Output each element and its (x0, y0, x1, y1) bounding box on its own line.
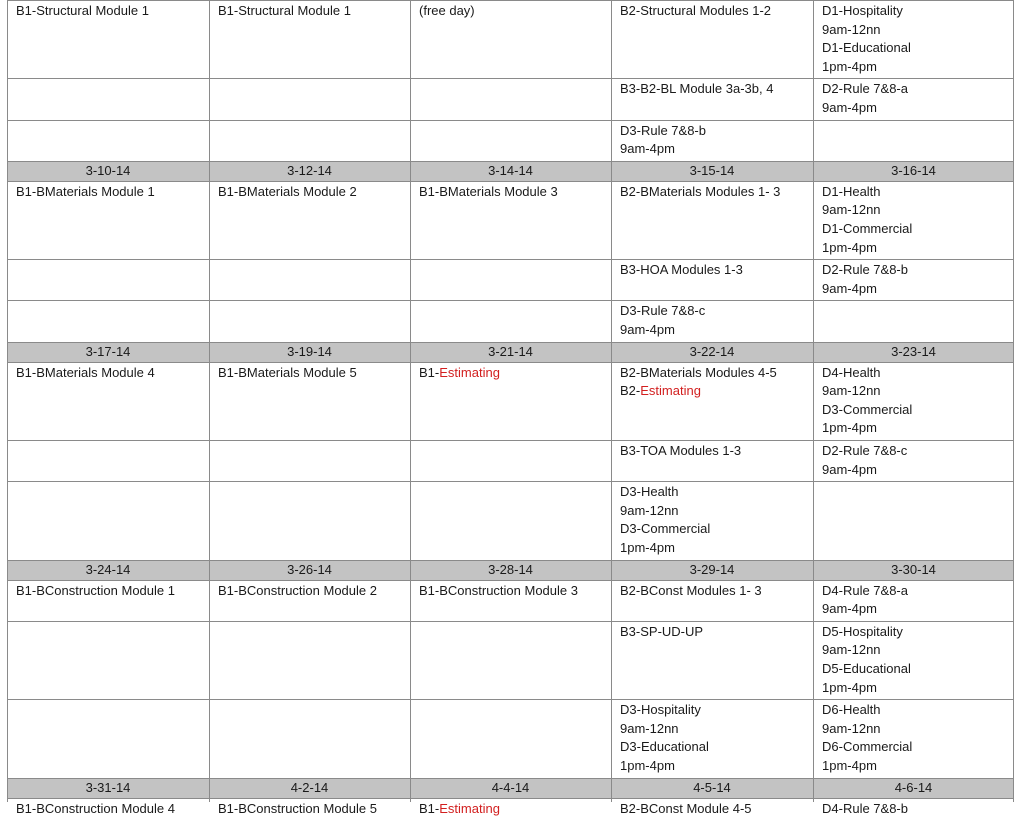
date-header: 3-12-14 (287, 162, 332, 178)
grid-line (7, 78, 1014, 79)
cell-text: 1pm-4pm (822, 420, 877, 436)
cell-line (620, 140, 813, 159)
schedule-cell (813, 78, 1014, 119)
cell-text: 9am-4pm (822, 601, 877, 617)
highlight-text: Estimating (439, 364, 500, 380)
cell-text: B2-BMaterials Modules 1- 3 (620, 183, 781, 199)
cell-text: D2-Rule 7&8-a (822, 81, 908, 97)
schedule-cell (209, 0, 410, 78)
cell-text: D1-Commercial (822, 220, 913, 236)
grid-line (209, 0, 210, 802)
cell-text: D4-Rule 7&8-b (822, 800, 908, 816)
cell-text: D4-Rule 7&8-a (822, 582, 908, 598)
date-header: 3-21-14 (488, 343, 533, 359)
cell-text: B1-Structural Module 1 (16, 3, 149, 18)
cell-line (822, 364, 1014, 383)
cell-text: D3-Commercial (822, 401, 913, 417)
cell-text: B2- (620, 383, 641, 399)
schedule-cell (410, 481, 611, 559)
grid-line (611, 0, 612, 802)
cell-text: D1-Educational (822, 40, 911, 56)
cell-text: B1-BMaterials Module 3 (419, 183, 558, 199)
schedule-cell (813, 440, 1014, 481)
schedule-cell (7, 798, 209, 820)
cell-line (620, 382, 813, 401)
cell-text: 9am-12nn (822, 202, 881, 218)
cell-line (822, 442, 1014, 461)
date-header: 3-29-14 (689, 561, 735, 577)
cell-line (822, 201, 1014, 220)
cell-text: D6-Commercial (822, 739, 913, 755)
grid-line (7, 161, 1014, 162)
cell-line (822, 419, 1014, 438)
cell-text: B1-BMaterials Module 5 (218, 364, 357, 380)
cell-line (822, 461, 1014, 480)
cell-text: 1pm-4pm (822, 58, 877, 74)
schedule-cell (209, 120, 410, 161)
grid-line (7, 699, 1014, 700)
schedule-cell (209, 580, 410, 621)
schedule-cell (209, 300, 410, 341)
date-header: 3-23-14 (891, 343, 936, 359)
grid-line (7, 120, 1014, 121)
cell-line (419, 183, 611, 202)
cell-line (620, 502, 813, 521)
schedule-cell (7, 0, 209, 78)
schedule-cell (209, 621, 410, 699)
cell-line (620, 80, 813, 99)
grid-line (7, 300, 1014, 301)
schedule-cell (7, 78, 209, 119)
schedule-cell (611, 181, 813, 259)
cell-line (822, 261, 1014, 280)
date-header: 3-14-14 (488, 162, 533, 178)
cell-text: D6-Health (822, 702, 881, 718)
cell-text: B1-Structural Module 1 (218, 3, 351, 18)
cell-line (218, 582, 410, 601)
grid-line (410, 0, 411, 802)
schedule-cell (410, 120, 611, 161)
cell-line (822, 720, 1014, 739)
schedule-cell (611, 481, 813, 559)
cell-line (620, 582, 813, 601)
date-header: 4-2-14 (290, 779, 329, 795)
cell-line (620, 720, 813, 739)
cell-text: D5-Hospitality (822, 623, 903, 639)
schedule-cell (813, 481, 1014, 559)
grid-line (7, 481, 1014, 482)
cell-text: B1- (419, 800, 440, 816)
cell-line (822, 80, 1014, 99)
cell-line (620, 483, 813, 502)
date-header: 3-30-14 (891, 561, 936, 577)
schedule-cell (611, 621, 813, 699)
cell-text: D3-Rule 7&8-b (620, 122, 706, 138)
cell-line (218, 183, 410, 202)
cell-text: B1-BConstruction Module 5 (218, 800, 377, 816)
schedule-cell (209, 481, 410, 559)
highlight-text: Estimating (640, 383, 701, 399)
cell-line (419, 364, 611, 383)
grid-line (7, 560, 1014, 561)
date-header: 4-6-14 (894, 779, 933, 795)
schedule-cell (813, 362, 1014, 440)
cell-line (16, 800, 209, 819)
schedule-cell (410, 798, 611, 820)
schedule-cell (209, 78, 410, 119)
schedule-table (7, 0, 1014, 816)
grid-line (7, 778, 1014, 779)
cell-text: D3-Educational (620, 739, 709, 755)
schedule-cell (410, 440, 611, 481)
cell-text: D3-Hospitality (620, 702, 701, 718)
cell-line (822, 660, 1014, 679)
cell-line (620, 442, 813, 461)
cell-text: B3-HOA Modules 1-3 (620, 262, 743, 278)
schedule-cell (410, 362, 611, 440)
schedule-cell (813, 120, 1014, 161)
grid-line (7, 440, 1014, 441)
schedule-cell (209, 181, 410, 259)
schedule-cell (7, 481, 209, 559)
cell-text: D3-Commercial (620, 521, 711, 537)
cell-line (620, 261, 813, 280)
cell-text: B1-BConstruction Module 4 (16, 800, 175, 816)
cell-text: B2-BMaterials Modules 4-5 (620, 364, 777, 380)
schedule-cell (611, 362, 813, 440)
cell-text: (free day) (419, 3, 475, 18)
cell-line (822, 99, 1014, 118)
grid-line (7, 181, 1014, 182)
cell-line (822, 800, 1014, 819)
cell-line (822, 2, 1014, 21)
cell-line (620, 302, 813, 321)
schedule-cell (410, 78, 611, 119)
cell-line (620, 738, 813, 757)
cell-text: 9am-4pm (620, 141, 675, 157)
date-header: 3-28-14 (488, 561, 533, 577)
cell-text: 9am-12nn (620, 720, 679, 736)
schedule-cell (611, 78, 813, 119)
cell-line (620, 364, 813, 383)
schedule-cell (813, 798, 1014, 820)
schedule-cell (611, 440, 813, 481)
cell-line (620, 183, 813, 202)
cell-text: B1-BMaterials Module 2 (218, 183, 357, 199)
cell-text: B2-Structural Modules 1-2 (620, 3, 772, 18)
cell-line (822, 701, 1014, 720)
schedule-cell (209, 362, 410, 440)
cell-line (822, 600, 1014, 619)
cell-line (822, 623, 1014, 642)
schedule-cell (813, 0, 1014, 78)
cell-text: 9am-4pm (620, 321, 675, 337)
cell-line (218, 364, 410, 383)
schedule-cell (611, 699, 813, 777)
cell-text: D1-Hospitality (822, 3, 903, 18)
schedule-cell (611, 0, 813, 78)
grid-line (7, 798, 1014, 799)
cell-text: D3-Health (620, 484, 679, 500)
schedule-cell (611, 259, 813, 300)
cell-line (620, 520, 813, 539)
schedule-cell (7, 300, 209, 341)
cell-text: B1-BConstruction Module 2 (218, 582, 377, 598)
cell-line (822, 382, 1014, 401)
cell-line (822, 39, 1014, 58)
date-header: 3-16-14 (891, 162, 936, 178)
date-header: 3-24-14 (85, 561, 131, 577)
schedule-cell (410, 0, 611, 78)
schedule-cell (7, 440, 209, 481)
schedule-cell (410, 181, 611, 259)
schedule-cell (7, 259, 209, 300)
schedule-cell (7, 621, 209, 699)
cell-text: D3-Rule 7&8-c (620, 303, 706, 319)
cell-text: D2-Rule 7&8-c (822, 443, 908, 458)
date-header: 4-5-14 (693, 779, 731, 795)
cell-text: 9am-12nn (822, 720, 881, 736)
cell-text: 1pm-4pm (620, 757, 675, 773)
schedule-cell (209, 259, 410, 300)
cell-line (419, 2, 611, 21)
grid-line (7, 342, 1014, 343)
schedule-cell (813, 259, 1014, 300)
cell-line (822, 239, 1014, 258)
schedule-cell (209, 798, 410, 820)
cell-text: 9am-12nn (822, 21, 881, 37)
grid-line (1013, 0, 1014, 802)
cell-line (620, 122, 813, 141)
cell-line (620, 321, 813, 340)
cell-text: 1pm-4pm (822, 757, 877, 773)
cell-text: 9am-4pm (822, 280, 877, 296)
cell-line (218, 2, 410, 21)
date-header: 3-10-14 (85, 162, 131, 178)
cell-line (822, 58, 1014, 77)
cell-text: B2-BConst Module 4-5 (620, 800, 752, 816)
cell-line (822, 641, 1014, 660)
date-header: 3-17-14 (85, 343, 131, 359)
cell-line (822, 738, 1014, 757)
grid-line (7, 362, 1014, 363)
schedule-cell (7, 699, 209, 777)
cell-line (16, 2, 209, 21)
cell-text: D2-Rule 7&8-b (822, 262, 908, 278)
cell-text: 9am-12nn (822, 642, 881, 658)
cell-text: 9am-4pm (822, 461, 877, 477)
schedule-cell (611, 798, 813, 820)
schedule-cell (410, 580, 611, 621)
cell-text: 1pm-4pm (620, 539, 675, 555)
cell-line (620, 539, 813, 558)
cell-line (620, 623, 813, 642)
cell-line (822, 21, 1014, 40)
cell-text: D4-Health (822, 364, 881, 380)
date-header: 3-31-14 (85, 779, 131, 795)
grid-line (813, 0, 814, 802)
schedule-cell (7, 362, 209, 440)
highlight-text: Estimating (439, 800, 500, 816)
date-header: 3-26-14 (287, 561, 332, 577)
cell-line (822, 280, 1014, 299)
cell-line (822, 679, 1014, 698)
schedule-cell (209, 440, 410, 481)
schedule-cell (410, 699, 611, 777)
cell-line (620, 800, 813, 819)
date-header: 4-4-14 (491, 779, 530, 795)
cell-text: D5-Educational (822, 660, 911, 676)
cell-line (822, 582, 1014, 601)
grid-line (7, 0, 8, 802)
cell-text: B2-BConst Modules 1- 3 (620, 582, 762, 598)
cell-text: B1-BMaterials Module 4 (16, 364, 155, 380)
schedule-cell (813, 621, 1014, 699)
schedule-cell (7, 120, 209, 161)
cell-text: 9am-4pm (822, 99, 877, 115)
cell-line (419, 800, 611, 819)
date-header: 3-19-14 (287, 343, 332, 359)
schedule-cell (410, 259, 611, 300)
cell-line (16, 183, 209, 202)
grid-line (7, 259, 1014, 260)
date-header: 3-15-14 (689, 162, 735, 178)
cell-text: B3-TOA Modules 1-3 (620, 443, 742, 458)
cell-line (822, 757, 1014, 776)
cell-line (620, 2, 813, 21)
cell-text: D1-Health (822, 183, 881, 199)
schedule-cell (7, 181, 209, 259)
schedule-cell (7, 580, 209, 621)
cell-text: 1pm-4pm (822, 679, 877, 695)
cell-line (822, 183, 1014, 202)
cell-line (822, 220, 1014, 239)
cell-text: B1-BConstruction Module 1 (16, 582, 175, 598)
cell-text: 1pm-4pm (822, 239, 877, 255)
schedule-cell (410, 621, 611, 699)
schedule-cell (410, 300, 611, 341)
grid-line (7, 580, 1014, 581)
cell-text: B3-B2-BL Module 3a-3b, 4 (620, 81, 774, 97)
cell-text: 9am-12nn (822, 383, 881, 399)
cell-text: B1-BMaterials Module 1 (16, 183, 155, 199)
grid-line (7, 621, 1014, 622)
cell-line (16, 364, 209, 383)
schedule-cell (611, 580, 813, 621)
cell-line (822, 401, 1014, 420)
grid-line (7, 0, 1014, 1)
cell-line (218, 800, 410, 819)
schedule-cell (813, 580, 1014, 621)
schedule-cell (813, 699, 1014, 777)
cell-line (16, 582, 209, 601)
cell-text: B3-SP-UD-UP (620, 623, 704, 639)
cell-text: B1- (419, 364, 440, 380)
cell-line (419, 582, 611, 601)
schedule-cell (611, 300, 813, 341)
schedule-cell (209, 699, 410, 777)
date-header: 3-22-14 (689, 343, 735, 359)
schedule-cell (611, 120, 813, 161)
cell-line (620, 701, 813, 720)
cell-text: 9am-12nn (620, 502, 679, 518)
schedule-cell (813, 181, 1014, 259)
schedule-cell (813, 300, 1014, 341)
cell-text: B1-BConstruction Module 3 (419, 582, 578, 598)
cell-line (620, 757, 813, 776)
